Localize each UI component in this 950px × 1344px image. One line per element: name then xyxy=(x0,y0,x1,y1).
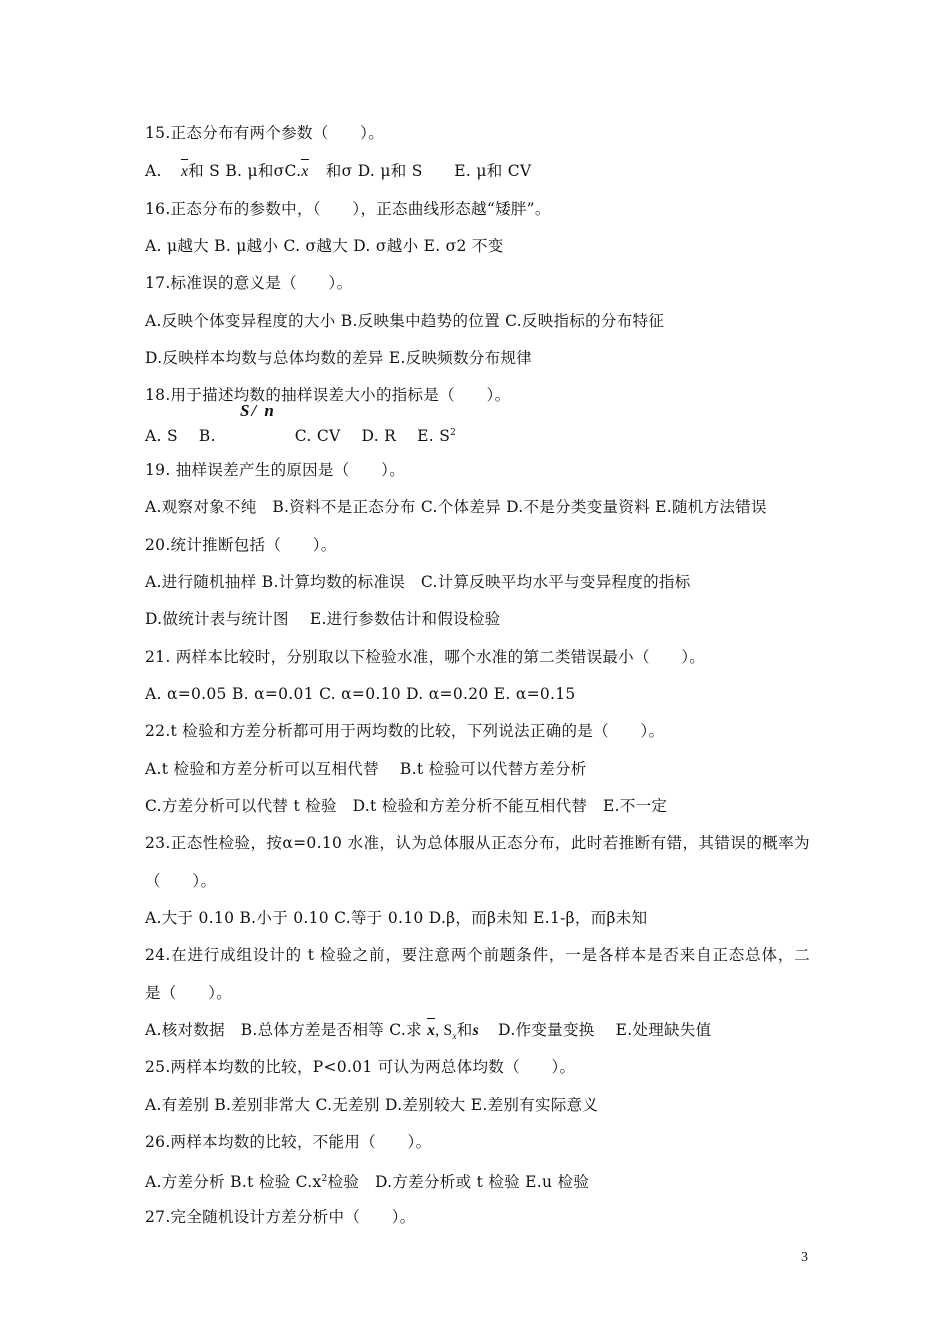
question-19: 19. 抽样误差产生的原因是（ ）。 xyxy=(145,461,406,479)
option-text: A. S B. C. CV D. R E. S xyxy=(145,427,451,446)
question-15: 15.正态分布有两个参数（ ）。 xyxy=(145,124,385,142)
option-text: D.作变量变换 E.处理缺失值 xyxy=(498,1021,712,1039)
question-23-options: A.大于 0.10 B.小于 0.10 C.等于 0.10 D.β，而β未知 E.1-β，而β未知 xyxy=(145,909,648,927)
question-26-options xyxy=(145,1168,810,1193)
subscript: x xyxy=(452,1031,457,1042)
question-17-options-2: D.反映样本均数与总体均数的差异 E.反映频数分布规律 xyxy=(145,349,533,367)
question-18: 18.用于描述均数的抽样误差大小的指标是（ ）。 xyxy=(145,386,511,404)
option-text: 检验 D.方差分析或 t 检验 E.u 检验 xyxy=(327,1173,590,1192)
question-17: 17.标准误的意义是（ ）。 xyxy=(145,274,353,292)
question-16-options: A. μ越大 B. μ越小 C. σ越大 D. σ越小 E. σ2 不变 xyxy=(145,237,504,255)
option-text: 和σ D. μ和 S E. μ和 CV xyxy=(325,162,532,180)
question-24-options xyxy=(145,1019,810,1047)
question-24-line-2: 是（ ）。 xyxy=(145,984,233,1002)
page-number: 3 xyxy=(801,1250,808,1265)
superscript: 2 xyxy=(321,1174,328,1184)
s-symbol: , S xyxy=(435,1022,453,1039)
question-24-line-1: 24.在进行成组设计的 t 检验之前，要注意两个前题条件，一是各样本是否来自正态总体，二 xyxy=(145,946,810,964)
question-20: 20.统计推断包括（ ）。 xyxy=(145,536,337,554)
question-19-options: A.观察对象不纯 B.资料不是正态分布 C.个体差异 D.不是分类变量资料 E.随机方法错误 xyxy=(145,498,767,516)
option-text: A.核对数据 B.总体方差是否相等 C.求 xyxy=(145,1021,422,1039)
and-text: 和 xyxy=(456,1021,473,1039)
question-23-line-2: （ ）。 xyxy=(145,872,217,890)
option-text: A.方差分析 B.t 检验 C.x xyxy=(145,1173,322,1192)
x-bar-symbol: x xyxy=(181,161,188,183)
question-21: 21. 两样本比较时，分别取以下检验水准，哪个水准的第二类错误最小（ ）。 xyxy=(145,648,706,666)
option-prefix: A. xyxy=(145,162,162,180)
s-symbol: s xyxy=(472,1022,479,1039)
question-22-options-1: A.t 检验和方差分析可以互相代替 B.t 检验可以代替方差分析 xyxy=(145,760,587,778)
x-bar-symbol: x xyxy=(427,1020,435,1042)
question-25-options: A.有差别 B.差别非常大 C.无差别 D.差别较大 E.差别有实际意义 xyxy=(145,1096,599,1114)
question-26: 26.两样本均数的比较，不能用（ ）。 xyxy=(145,1133,432,1151)
question-20-options-1: A.进行随机抽样 B.计算均数的标准误 C.计算反映平均水平与变异程度的指标 xyxy=(145,573,691,591)
x-bar-symbol: x xyxy=(301,161,308,183)
question-18-options xyxy=(145,422,810,447)
option-text: 和 S B. μ和σC. xyxy=(188,162,302,180)
question-25: 25.两样本均数的比较，P<0.01 可认为两总体均数（ ）。 xyxy=(145,1058,576,1076)
formula-s-over-root-n: S/ n xyxy=(240,401,276,420)
question-21-options: A. α=0.05 B. α=0.01 C. α=0.10 D. α=0.20 E. α=0.15 xyxy=(145,685,576,703)
question-17-options-1: A.反映个体变异程度的大小 B.反映集中趋势的位置 C.反映指标的分布特征 xyxy=(145,312,665,330)
question-20-options-2: D.做统计表与统计图 E.进行参数估计和假设检验 xyxy=(145,610,501,628)
question-23-line-1: 23.正态性检验，按α=0.10 水准，认为总体服从正态分布，此时若推断有错，其错误的概率为 xyxy=(145,834,810,852)
question-16: 16.正态分布的参数中，（ ），正态曲线形态越“矮胖”。 xyxy=(145,200,551,218)
question-27: 27.完全随机设计方差分析中（ ）。 xyxy=(145,1208,416,1226)
question-15-options xyxy=(145,160,810,183)
question-22-options-2: C.方差分析可以代替 t 检验 D.t 检验和方差分析不能互相代替 E.不一定 xyxy=(145,797,668,815)
question-22: 22.t 检验和方差分析都可用于两均数的比较，下列说法正确的是（ ）。 xyxy=(145,722,665,740)
superscript: 2 xyxy=(450,428,457,438)
